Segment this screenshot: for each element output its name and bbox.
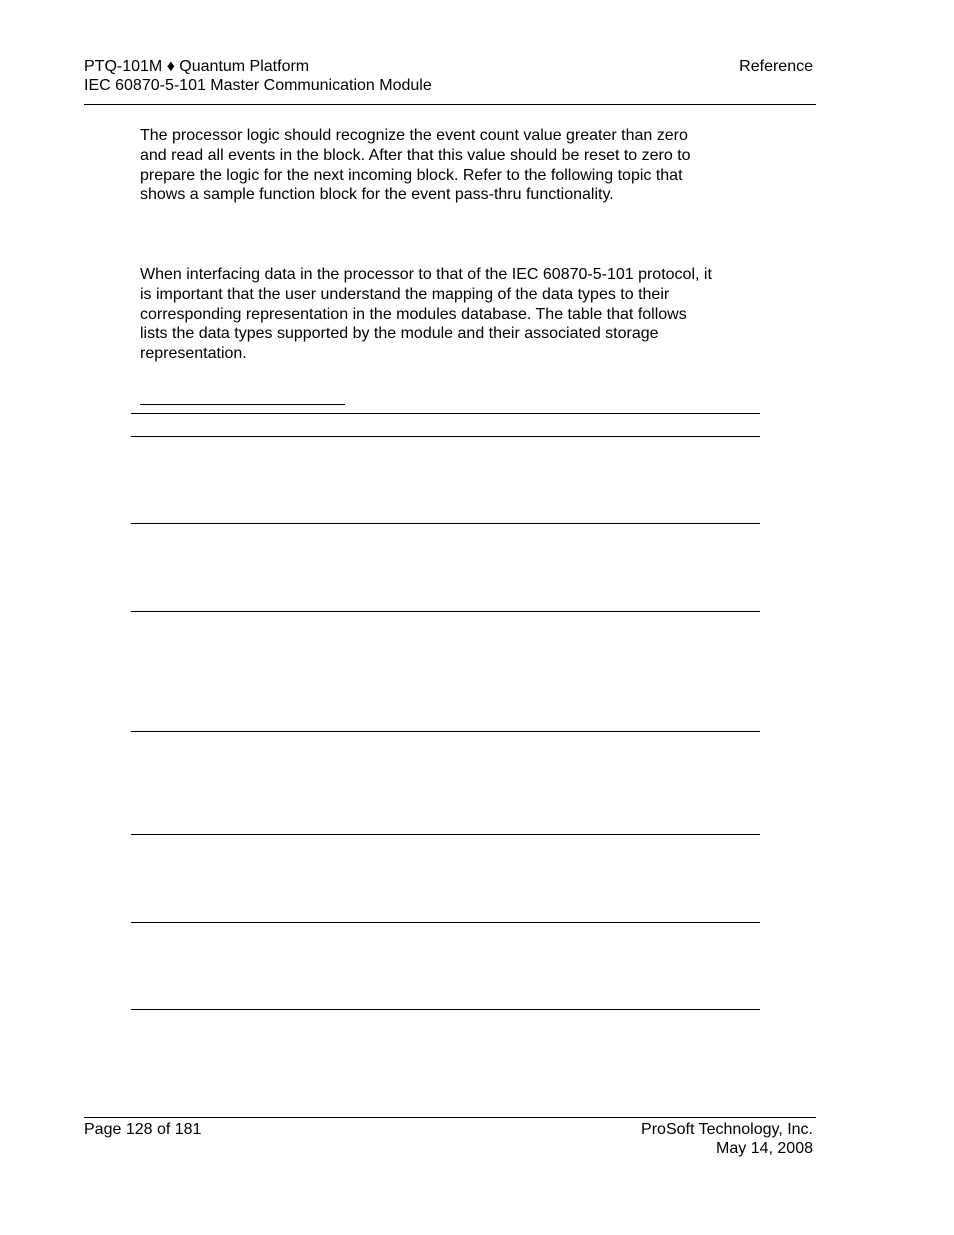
header-rule xyxy=(84,104,816,105)
table-row-rule xyxy=(131,922,760,923)
table-caption-underline xyxy=(140,404,345,405)
footer-company: ProSoft Technology, Inc. xyxy=(641,1121,813,1138)
paragraph-data-types xyxy=(140,265,712,364)
paragraph-line: representation. xyxy=(140,345,247,363)
table-row-rule xyxy=(131,611,760,612)
paragraph-line: shows a sample function block for the event pass-thru functionality. xyxy=(140,186,614,204)
paragraph-line: When interfacing data in the processor to that of the IEC 60870-5-101 protocol, it xyxy=(140,266,712,283)
table-header-rule xyxy=(131,436,760,437)
paragraph-line: lists the data types supported by the module and their associated storage xyxy=(140,325,659,343)
footer-page-number: Page 128 of 181 xyxy=(84,1121,202,1138)
table-row-rule xyxy=(131,523,760,524)
table-top-rule xyxy=(131,413,760,414)
table-row-rule xyxy=(131,731,760,732)
header-product-title: PTQ-101M ♦ Quantum Platform xyxy=(84,58,310,75)
footer-rule xyxy=(84,1117,816,1118)
paragraph-line: and read all events in the block. After that this value should be reset to zero to xyxy=(140,146,691,164)
paragraph-line: prepare the logic for the next incoming block. Refer to the following topic that xyxy=(140,166,683,184)
header-section: Reference xyxy=(739,58,813,75)
table-row-rule xyxy=(131,834,760,835)
table-bottom-rule xyxy=(131,1009,760,1010)
header-module-title: IEC 60870-5-101 Master Communication Module xyxy=(84,77,432,94)
paragraph-event-count xyxy=(140,126,691,205)
footer-date: May 14, 2008 xyxy=(716,1140,813,1157)
paragraph-line: is important that the user understand the mapping of the data types to their xyxy=(140,285,670,303)
paragraph-line: The processor logic should recognize the event count value greater than zero xyxy=(140,127,688,144)
paragraph-line: corresponding representation in the modules database. The table that follows xyxy=(140,305,687,323)
